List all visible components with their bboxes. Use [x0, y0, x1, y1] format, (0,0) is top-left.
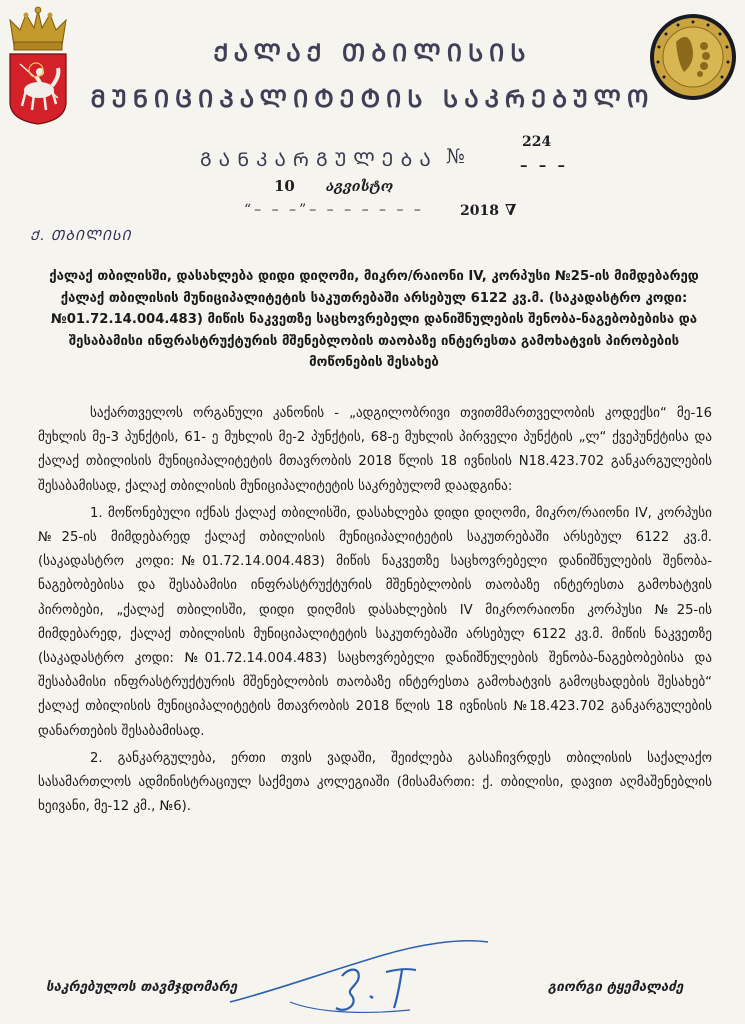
document-subject: ქალაქ თბილისში, დასახლება დიდი დიღომი, მიკრო/რაიონი IV, კორპუსი №25-ის მიმდებარედ ქალაქ თბილისის მუნიციპალიტეტის საკუთრებაში არსებულ 6122 კვ.მ. (საკადასტრო კოდი: №01.72.14.004.483) მიწის ნაკვეთზე საცხოვრებელი დანიშნულების შენობა-ნაგებობებისა და შესაბამისი ინფრასტრუქტურის მშენებლობის თაობაზე ინტერესთა გამოხატვის პირობების მოწონების შესახებ [49, 269, 699, 371]
signatory-title: საკრებულოს თავმჯდომარე [46, 979, 238, 995]
order-title: ᲒᲐᲜᲙᲐᲠᲒᲣᲚᲔᲑᲐ [200, 149, 438, 171]
clause-1-paragraph: 1. მოწონებული იქნას ქალაქ თბილისში, დასახლება დიდი დიღომი, მიკრო/რაიონი IV, კორპუსი №25-ის მიმდებარედ ქალაქ თბილისის მუნიციპალიტეტის საკუთრებაში არსებულ 6122 კვ.მ. (საკადასტრო კოდი:№01.72.14.004.483) მიწის ნაკვეთზე საცხოვრებელი დანიშნულების შენობა-ნაგებობებისა და შესაბამისი ინფრასტრუქტურის მშენებლობის თაობაზე ინტერესთა გამოხატვის პირობები, „ქალაქ თბილისში, დიდი დიღმის დასახლების IV მიკრორაიონი კორპუსი №25-ის მიმდებარედ, ქალაქ თბილისის მუნიციპალიტეტის საკუთრებაში არსებულ 6122 კვ.მ. მიწის ნაკვეთზე (საკადასტრო კოდი: №01.72.14.004.483) საცხოვრებელი დანიშნულების შენობა-ნაგებობებისა და შესაბამისი ინფრასტრუქტურის მშენებლობის თაობაზე ინტერესთა გამოხატვის გამოცხადების შესახებ“ ქალაქ თბილისის მუნიციპალიტეტის მთავრობის 2018 წლის 18 ივნისის №18.423.702 განკარგულების დანართების შესაბამისად. [38, 505, 712, 739]
council-title-line2: ᲛᲣᲜᲘᲪᲘᲞᲐᲚᲘᲢᲔᲢᲘᲡ ᲡᲐᲙᲠᲔᲑᲣᲚᲝ [90, 85, 655, 113]
order-number-sign: № [446, 144, 465, 168]
date-line: “– – –”– – – – – – – [244, 202, 424, 218]
signatory-name: გიორგი ტყემალაძე [548, 979, 684, 995]
clause-2-paragraph: 2. განკარგულება, ერთი თვის ვადაში, შეიძლება გასაჩივრდეს თბილისის საქალაქო სასამართლოს ადმინისტრაციულ საქმეთა კოლეგიაში (მისამართი: ქ. თბილისი, დავით აღმაშენებლის ხეივანი, მე-12 კმ., №6). [38, 750, 712, 815]
date-day: 10 [274, 177, 295, 195]
council-title-line1: ᲥᲐᲚᲐᲥ ᲗᲑᲘᲚᲘᲡᲘᲡ [213, 39, 532, 67]
date-mark: ∇ [505, 201, 517, 219]
city-name: Ქ. ᲗᲑᲘᲚᲘᲡᲘ [30, 228, 132, 244]
order-number-dashes: – – – [520, 156, 568, 174]
document-body [38, 402, 712, 819]
date-month: აგვისტო [326, 179, 394, 195]
date-year: 2018 [460, 203, 499, 219]
order-number: 224 [522, 134, 552, 150]
handwritten-signature [230, 930, 500, 1022]
preamble-paragraph: საქართველოს ორგანული კანონის - „ადგილობრივი თვითმმართველობის კოდექსი“ მე-16 მუხლის მე-3 პუნქტის, 61- ე მუხლის მე-2 პუნქტის, 68-ე მუხლის პირველი პუნქტის „ლ“ ქვეპუნქტისა და ქალაქ თბილისის მუნიციპალიტეტის მთავრობის 2018 წლის 18 ივნისის N18.423.702 განკარგულების შესაბამისად, ქალაქ თბილისის მუნიციპალიტეტის საკრებულომ დაადგინა: [38, 406, 712, 494]
